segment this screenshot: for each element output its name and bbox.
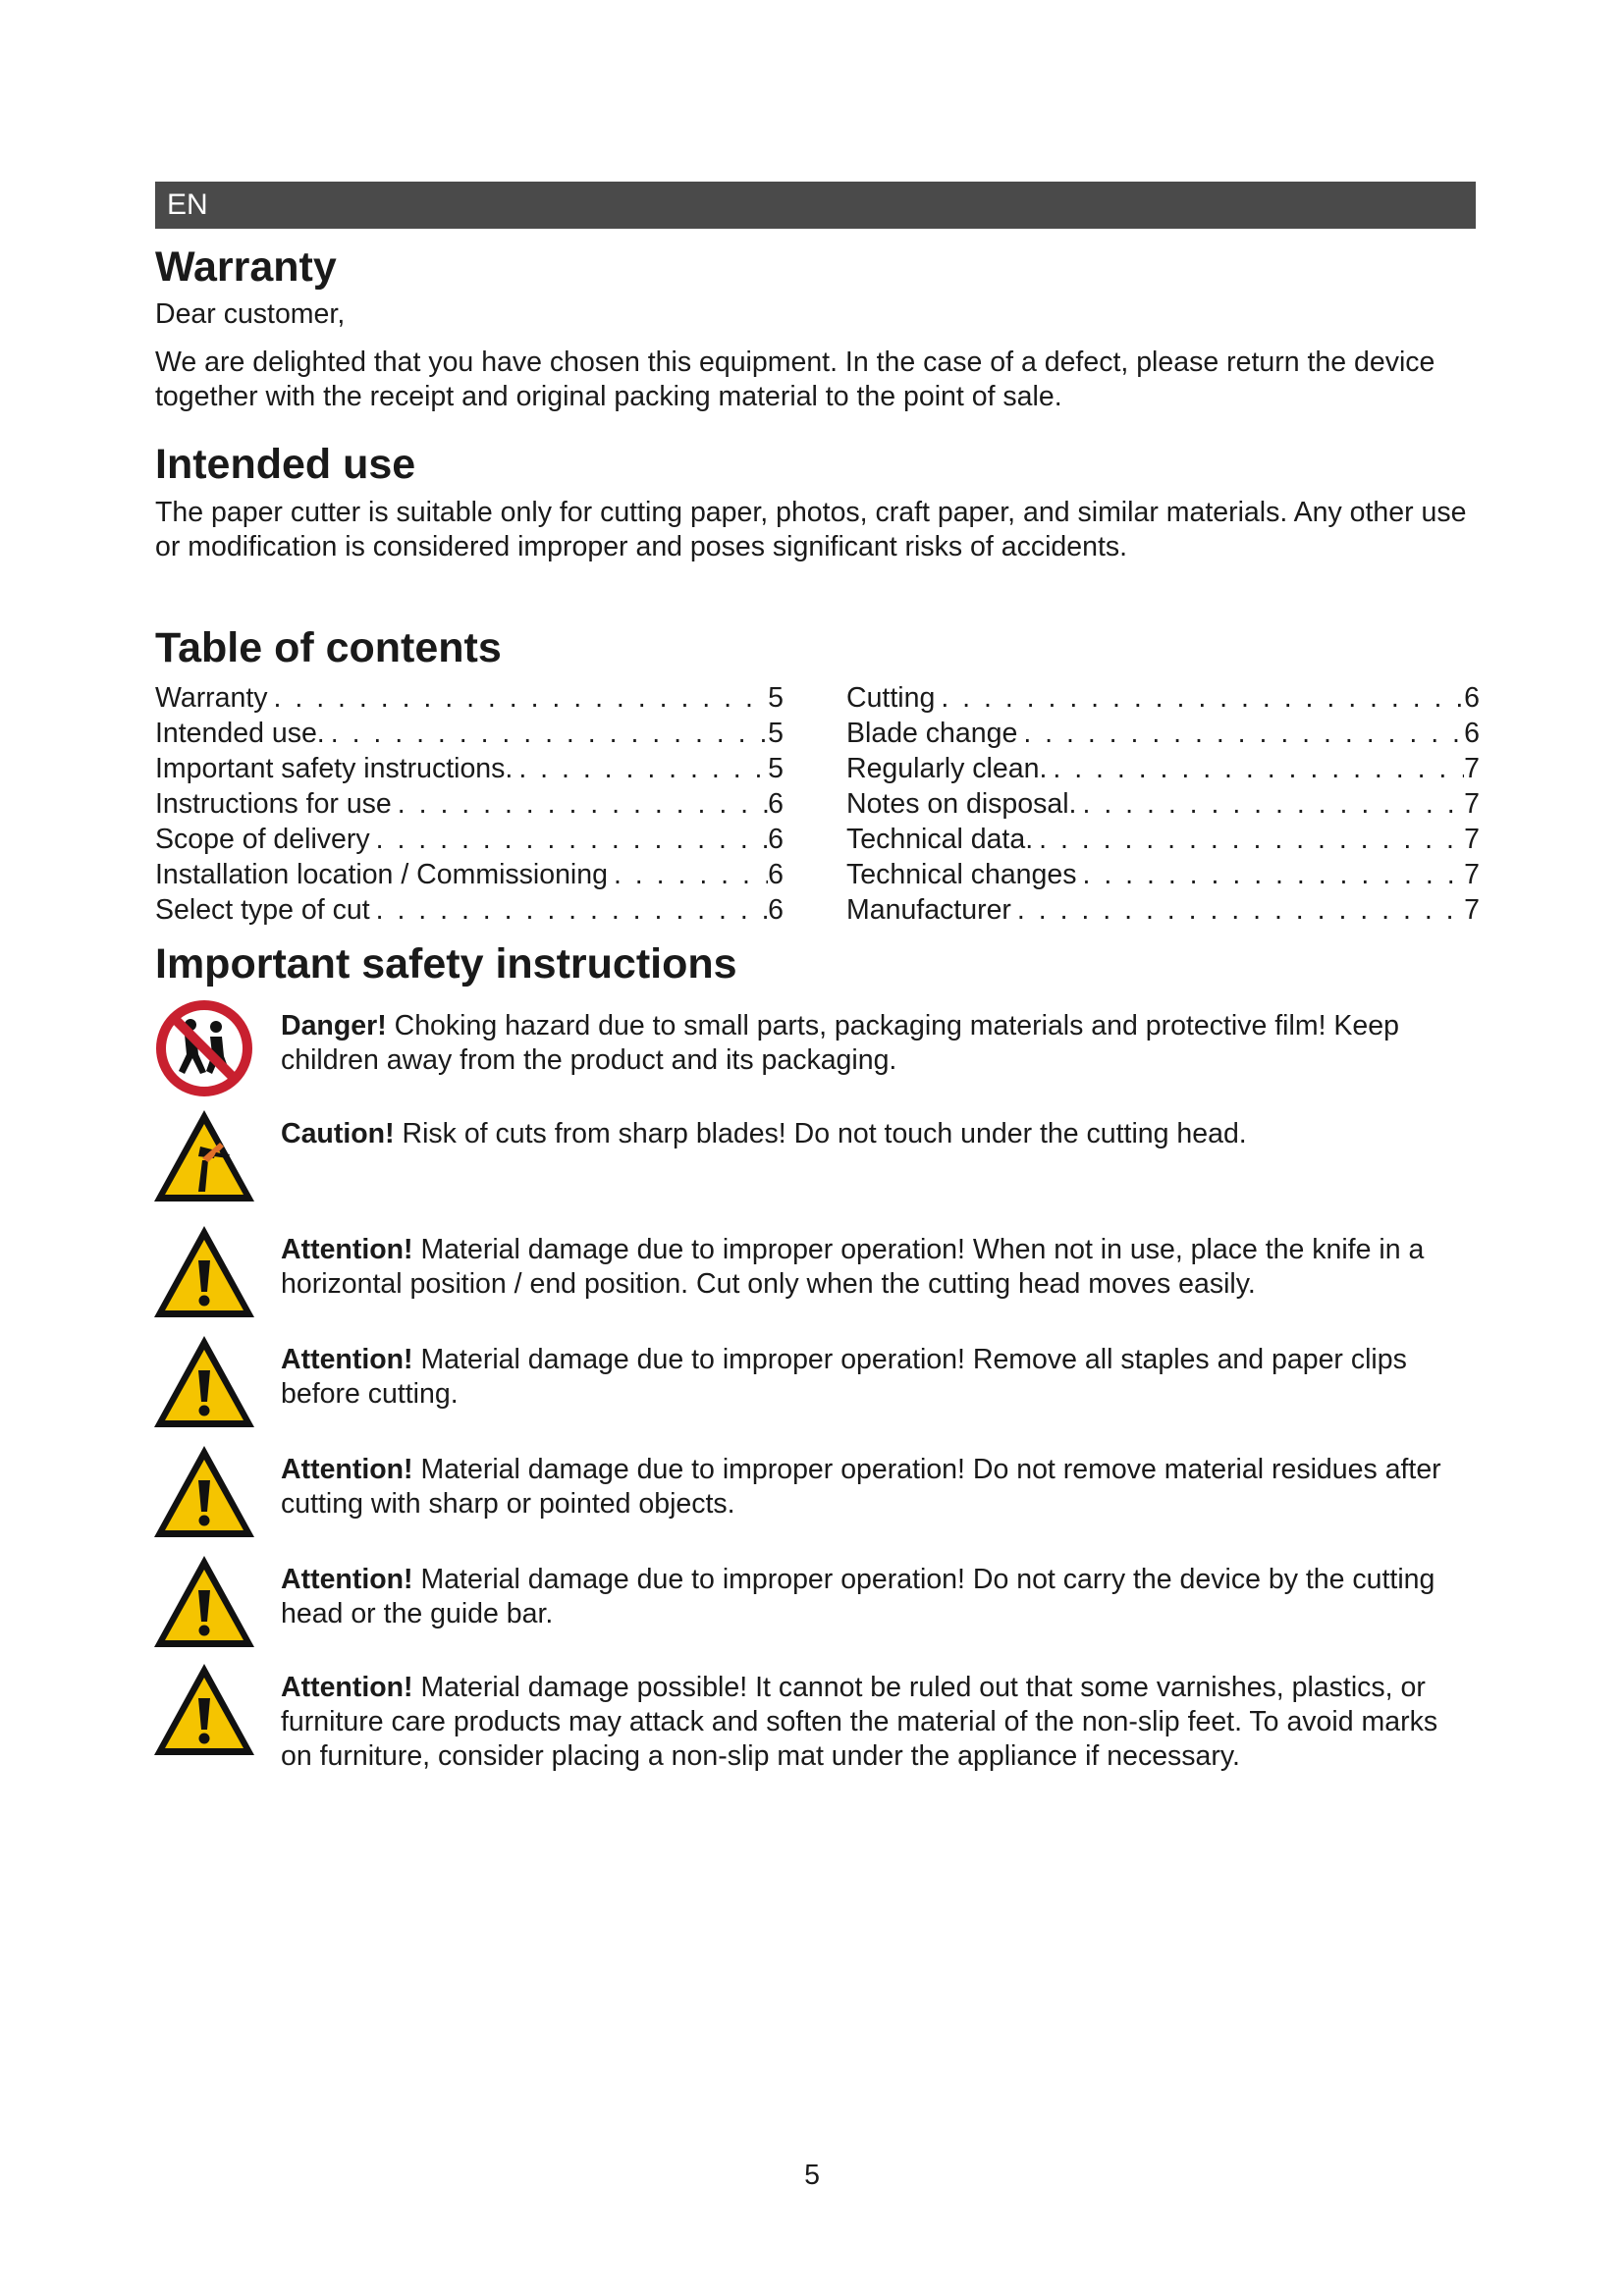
safety-message: Material damage due to improper operation! Remove all staples and paper clips before cutting.	[281, 1344, 1407, 1411]
toc-leader-dots	[1047, 751, 1464, 786]
toc-entry-title: Installation location / Commissioning	[155, 858, 608, 890]
toc-leader-dots	[370, 822, 769, 857]
toc-entry-title: Cutting	[846, 681, 936, 714]
toc-entry-page: 6	[1464, 681, 1480, 714]
cut-hazard-warning-icon	[151, 1107, 259, 1205]
toc-entry-page: 7	[1464, 823, 1480, 855]
toc-entry-page: 6	[768, 893, 784, 926]
toc-entry	[846, 892, 1480, 928]
toc-entry	[846, 680, 1480, 716]
toc-entry-title: Technical changes	[846, 858, 1077, 890]
safety-instruction-text	[281, 1223, 1476, 1302]
warranty-text: We are delighted that you have chosen this equipment. In the case of a defect, please return the device together with the receipt and original packing material to the point of sale.	[155, 346, 1435, 412]
toc-entry	[155, 857, 784, 892]
toc-entry-title: Intended use.	[155, 717, 325, 749]
safety-signal-word: Attention!	[281, 1564, 413, 1596]
toc-entry-page: 7	[1464, 787, 1480, 820]
toc-leader-dots	[370, 892, 769, 928]
language-bar	[155, 182, 1476, 229]
safety-instruction-text	[281, 999, 1476, 1078]
toc-leader-dots	[268, 680, 769, 716]
safety-instruction-text	[281, 1443, 1476, 1522]
toc-left-column	[155, 680, 784, 928]
warranty-heading: Warranty	[155, 243, 337, 291]
safety-signal-word: Attention!	[281, 1454, 413, 1486]
toc-entry	[155, 822, 784, 857]
toc-leader-dots	[513, 751, 768, 786]
page-number: 5	[804, 2160, 820, 2191]
safety-message: Risk of cuts from sharp blades! Do not touch under the cutting head.	[402, 1118, 1247, 1150]
toc-entry-page: 5	[768, 717, 784, 749]
safety-signal-word: Attention!	[281, 1344, 413, 1376]
toc-entry	[846, 786, 1480, 822]
general-warning-icon	[151, 1443, 259, 1541]
toc-entry-title: Select type of cut	[155, 893, 370, 926]
toc-entry-page: 7	[1464, 858, 1480, 890]
toc-entry-page: 5	[768, 681, 784, 714]
toc-entry	[155, 892, 784, 928]
toc-entry	[846, 822, 1480, 857]
toc-entry-page: 7	[1464, 893, 1480, 926]
toc-leader-dots	[325, 716, 768, 751]
safety-message: Material damage due to improper operation! When not in use, place the knife in a horizontal position / end position. Cut only when the cutting head moves easily.	[281, 1234, 1425, 1301]
general-warning-icon	[151, 1333, 259, 1431]
safety-signal-word: Attention!	[281, 1234, 413, 1266]
safety-instruction-item	[155, 1223, 1476, 1321]
toc-entry-page: 7	[1464, 752, 1480, 784]
toc-entry-page: 6	[768, 858, 784, 890]
safety-signal-word: Caution!	[281, 1118, 395, 1150]
manual-page	[155, 182, 1480, 1774]
toc-leader-dots	[935, 680, 1464, 716]
toc-entry-page: 5	[768, 752, 784, 784]
language-label: EN	[167, 188, 208, 221]
toc-leader-dots	[1077, 857, 1465, 892]
toc-leader-dots	[1011, 892, 1464, 928]
safety-message: Material damage due to improper operation! Do not remove material residues after cutting with sharp or pointed objects.	[281, 1454, 1441, 1521]
toc-entry-title: Scope of delivery	[155, 823, 370, 855]
safety-instruction-text	[281, 1661, 1476, 1774]
toc-entry	[846, 716, 1480, 751]
safety-message: Material damage due to improper operation! Do not carry the device by the cutting head or the guide bar.	[281, 1564, 1435, 1630]
toc-entry	[155, 786, 784, 822]
warranty-greeting: Dear customer,	[155, 297, 346, 330]
safety-instruction-text	[281, 1553, 1476, 1631]
toc-entry	[155, 716, 784, 751]
safety-instruction-text	[281, 1333, 1476, 1412]
safety-instruction-item	[155, 1443, 1476, 1541]
general-warning-icon	[151, 1223, 259, 1321]
toc-entry-page: 6	[768, 787, 784, 820]
toc-entry-title: Technical data.	[846, 823, 1034, 855]
toc-leader-dots	[1017, 716, 1464, 751]
intended-use-text: The paper cutter is suitable only for cutting paper, photos, craft paper, and similar materials. Any other use or modification is considered improper and poses significant risks of accidents.	[155, 497, 1467, 563]
toc-entry	[846, 857, 1480, 892]
no-children-prohibition-icon	[151, 999, 259, 1097]
safety-signal-word: Danger!	[281, 1010, 387, 1042]
toc-entry-page: 6	[768, 823, 784, 855]
toc-entry-title: Blade change	[846, 717, 1018, 749]
intended-use-heading: Intended use	[155, 440, 416, 488]
toc-entry-title: Instructions for use	[155, 787, 392, 820]
toc-leader-dots	[1033, 822, 1464, 857]
toc-entry-title: Manufacturer	[846, 893, 1011, 926]
toc-entry-title: Regularly clean.	[846, 752, 1048, 784]
toc-entry	[155, 680, 784, 716]
toc-leader-dots	[1076, 786, 1464, 822]
safety-message: Choking hazard due to small parts, packaging materials and protective film! Keep children away from the product and its packaging.	[281, 1010, 1399, 1077]
toc-entry-title: Warranty	[155, 681, 268, 714]
safety-heading: Important safety instructions	[155, 939, 737, 988]
safety-instruction-item	[155, 1107, 1476, 1205]
safety-instruction-item	[155, 1333, 1476, 1431]
toc-heading: Table of contents	[155, 624, 502, 672]
safety-signal-word: Attention!	[281, 1672, 413, 1704]
safety-instruction-item	[155, 1661, 1476, 1774]
toc-leader-dots	[608, 857, 768, 892]
safety-message: Material damage possible! It cannot be ruled out that some varnishes, plastics, or furniture care products may attack and soften the material of the non-slip feet. To avoid marks on furniture, consider placing a non-slip mat under the appliance if necessary.	[281, 1672, 1438, 1773]
toc-entry-title: Notes on disposal.	[846, 787, 1077, 820]
toc-entry-page: 6	[1464, 717, 1480, 749]
toc-entry	[846, 751, 1480, 786]
safety-instruction-item	[155, 999, 1476, 1097]
toc-leader-dots	[392, 786, 768, 822]
general-warning-icon	[151, 1661, 259, 1759]
safety-instruction-text	[281, 1107, 1247, 1151]
toc-entry	[155, 751, 784, 786]
safety-instructions-list	[155, 999, 1476, 1774]
general-warning-icon	[151, 1553, 259, 1651]
toc-right-column	[846, 680, 1480, 928]
table-of-contents	[155, 680, 1480, 928]
toc-entry-title: Important safety instructions.	[155, 752, 514, 784]
safety-instruction-item	[155, 1553, 1476, 1651]
